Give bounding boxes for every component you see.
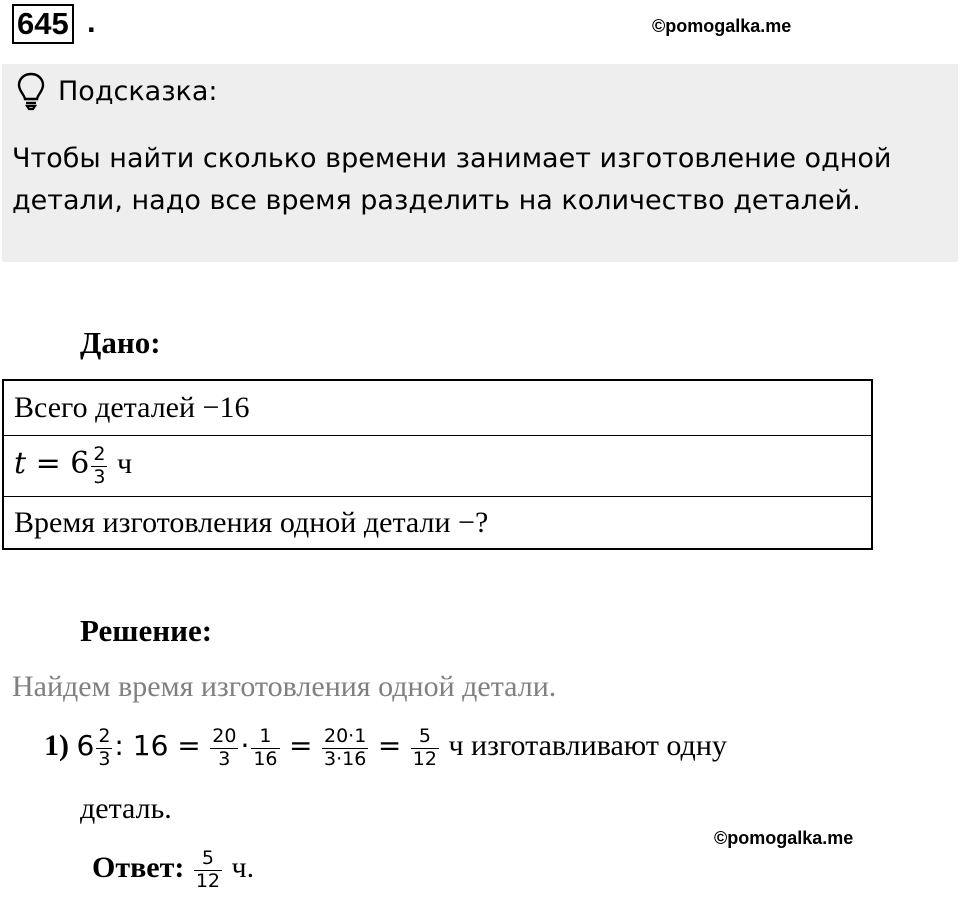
answer-fraction <box>194 848 222 893</box>
time-fraction-num: 2 <box>93 442 106 465</box>
given-row-question-text: Время изготовления одной детали −? <box>3 497 872 550</box>
step-fraction-3-den: 16 <box>253 747 278 770</box>
given-table <box>2 379 873 550</box>
step-fraction-5-den: 12 <box>412 747 437 770</box>
step-multiply: · <box>240 729 250 763</box>
step-fraction-2-den: 3 <box>218 747 231 770</box>
step-fraction-3 <box>251 726 279 771</box>
given-row-parts-text: Всего деталей −16 <box>3 380 872 436</box>
step-fraction-4-num: 20·1 <box>324 725 367 747</box>
time-variable: t <box>14 445 27 481</box>
step-fraction-5-num: 5 <box>411 726 439 749</box>
step-fraction-4-den: 3·16 <box>324 747 367 770</box>
problem-number-dot: . <box>87 4 96 39</box>
answer-label: Ответ: <box>92 851 185 885</box>
given-title: Дано: <box>80 325 161 360</box>
answer-fraction-num: 5 <box>194 848 222 871</box>
answer-line <box>92 848 254 893</box>
step-fraction-5 <box>411 726 439 771</box>
given-row-time <box>3 436 872 497</box>
step-fraction-3-num: 1 <box>251 726 279 749</box>
step-label: 1) <box>44 729 69 763</box>
given-row-question <box>3 497 872 550</box>
answer-unit: ч. <box>224 851 255 885</box>
solution-step-1-continuation: деталь. <box>80 792 172 825</box>
time-equals: = 6 <box>26 445 90 481</box>
time-unit: ч <box>109 446 133 480</box>
given-row-parts <box>3 380 872 436</box>
hint-title: Подсказка: <box>58 76 218 107</box>
step-whole: 6 <box>76 729 95 763</box>
answer-fraction-den: 12 <box>195 869 221 892</box>
step-fraction-1-num: 2 <box>98 725 111 747</box>
hint-text: Чтобы найти сколько времени занимает изготовление одной детали, надо все время разделить на количество деталей. <box>12 143 892 216</box>
given-row-time-cell <box>3 436 872 497</box>
lightbulb-icon <box>16 72 46 112</box>
step-fraction-4 <box>322 726 368 771</box>
watermark-top: ©pomogalka.me <box>652 16 792 36</box>
step-fraction-2-num: 20 <box>212 725 237 747</box>
step-fraction-1-den: 3 <box>98 747 111 770</box>
step-equals-1: = <box>289 729 313 763</box>
solution-title: Решение: <box>80 613 213 648</box>
step-fraction-2 <box>210 726 238 771</box>
watermark-bottom: ©pomogalka.me <box>714 828 854 848</box>
step-equals-2: = <box>377 729 402 763</box>
step-tail: ч изготавливают одну <box>440 729 727 763</box>
time-fraction-den: 3 <box>93 465 106 488</box>
solution-step-1 <box>44 726 727 771</box>
problem-number: 645 <box>12 4 74 44</box>
time-fraction <box>91 444 107 489</box>
step-division: : 16 = <box>114 729 201 763</box>
step-fraction-1 <box>96 726 112 771</box>
solution-intro: Найдем время изготовления одной детали. <box>12 670 557 703</box>
